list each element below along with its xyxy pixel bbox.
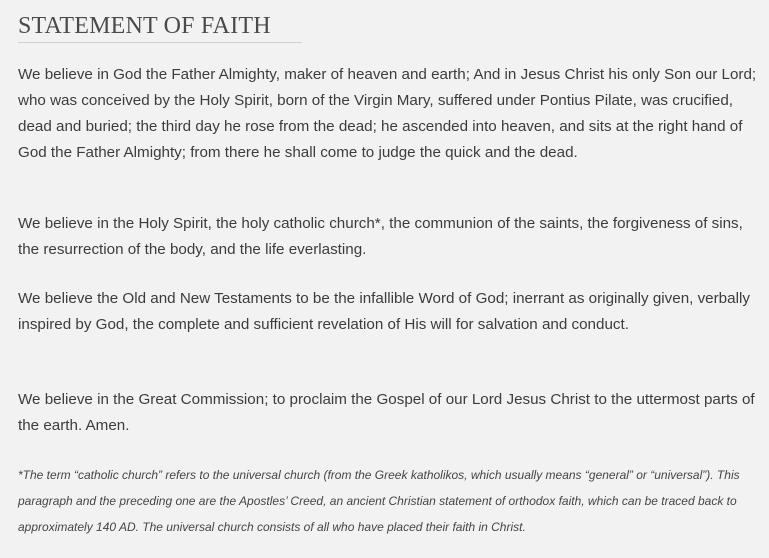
faith-paragraph-father-son: We believe in God the Father Almighty, maker of heaven and earth; And in Jesus Christ his only Son our Lord; who was conceived by the Holy Spirit, born of the Virgin Mary, suffered under Pontius Pilate, was crucified, dead and buried; the third day he rose from the dead; he ascended into heaven, and sits at the right hand of God the Father Almighty; from there he shall come to judge the quick and the dead. (18, 66, 757, 161)
faith-paragraph-scripture: We believe the Old and New Testaments to be the infallible Word of God; inerrant as originally given, verbally inspired by God, the complete and sufficient revelation of His will for salvation and conduct. (18, 290, 750, 333)
faith-paragraph-great-commission: We believe in the Great Commission; to proclaim the Gospel of our Lord Jesus Christ to the uttermost parts of the earth. Amen. (18, 391, 755, 434)
catholic-church-footnote: *The term “catholic church” refers to the universal church (from the Greek katholikos, which usually means “general” or “universal”). This paragraph and the preceding one are the Apostles’ Creed, an ancient Christian statement of orthodox faith, which can be traced back to approximately 140 AD. The universal church consists of all who have placed their faith in Christ. (18, 468, 740, 534)
heading-divider (18, 42, 302, 43)
heading-block (18, 10, 302, 43)
page-title: STATEMENT OF FAITH (18, 13, 271, 39)
faith-paragraph-holy-spirit: We believe in the Holy Spirit, the holy catholic church*, the communion of the saints, the forgiveness of sins, the resurrection of the body, and the life everlasting. (18, 215, 743, 258)
